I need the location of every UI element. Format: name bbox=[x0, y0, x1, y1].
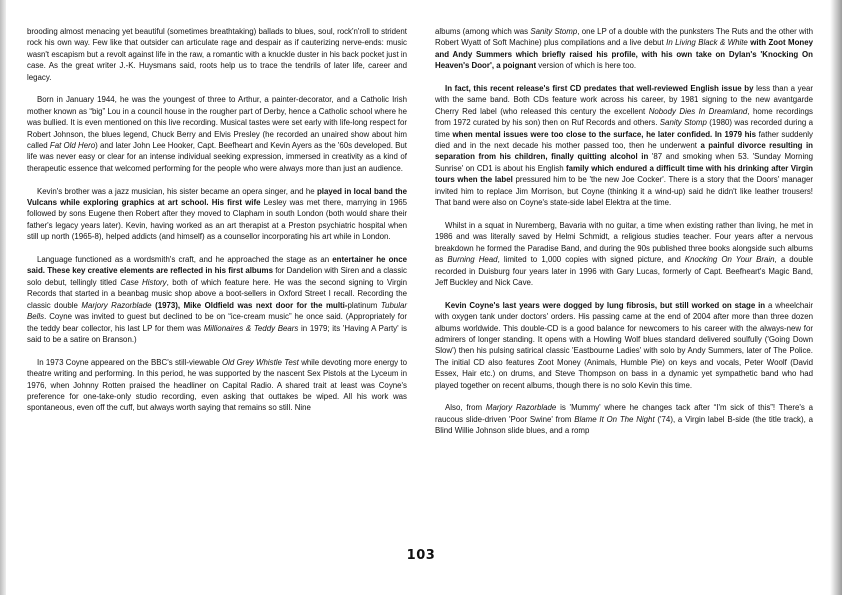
text-run: , a double recorded in Duisburg four years later in 1996 with Gary Lucas, formerly of Capt. Beefheart's Magic Band, Jeff Buckley and Nick Cave. bbox=[435, 255, 813, 287]
italic-title: Tubular Bells bbox=[27, 300, 407, 322]
italic-title: Fat Old Hero bbox=[49, 141, 96, 151]
italic-title: Knocking On Your Brain bbox=[684, 255, 775, 265]
text-run: brooding almost menacing yet beautiful (sometimes breathtaking) ballads to blues, soul, rock'n'roll to strident rock his own way. Few like that outsider can articulate rage and despair as if cauterizing nerve-ends: music wasn't escapism but a revolt against life in the raw, a romantic with a knuckle duster in his back pocket just in case. As the great writer J.-K. Huysmans said, roots help us to trace the tendrils of later life, career and legacy. bbox=[27, 27, 407, 82]
paragraph bbox=[27, 26, 407, 83]
italic-title: Burning Head bbox=[447, 255, 498, 265]
italic-title: Sanity Stomp bbox=[659, 118, 707, 128]
page-edge-right bbox=[830, 0, 842, 595]
paragraph bbox=[435, 220, 813, 288]
paragraph bbox=[27, 357, 407, 414]
text-run: (1980) was recorded during a time bbox=[435, 118, 813, 139]
left-column bbox=[27, 26, 407, 425]
text-run: In 1973 Coyne appeared on the BBC's still-viewable bbox=[37, 357, 223, 367]
text-run: , one LP of a double with the punksters The Ruts and the other with Robert Wyatt of Soft Machine) plus compilations and a live debut bbox=[435, 27, 814, 48]
paragraph bbox=[435, 83, 813, 208]
text-run: ('74), a Virgin label B-side (the title track), a Blind Willie Johnson slide blues, and a romp bbox=[435, 414, 813, 436]
right-column bbox=[435, 26, 813, 448]
text-run: , both of which feature here. He was the second signing to Virgin Records that started in a beanbag music shop above a boot-sellers in Oxford Street I recall. Recording the classic double bbox=[27, 277, 407, 310]
page-number: 103 bbox=[406, 548, 436, 563]
text-run: platinum bbox=[347, 300, 381, 310]
paragraph bbox=[27, 254, 407, 345]
bold-text: with Zoot Money and Andy Summers which briefly raised his profile, with his own take on Dylan's 'Knocking On Heaven's Door', a poignant bbox=[435, 38, 813, 71]
text-run: Kevin's brother was a jazz musician, his sister became an opera singer, and he bbox=[37, 186, 317, 196]
text-run: , limited to 1,000 copies with signed picture, and bbox=[497, 255, 685, 265]
italic-title: Nobody Dies In Dreamland bbox=[648, 106, 748, 116]
bold-text: Kevin Coyne's last years were dogged by lung fibrosis, but still worked on stage in bbox=[445, 300, 766, 310]
bold-text: family which endured a difficult time with his drinking after Virgin tours when the label bbox=[435, 163, 813, 185]
text-run: is 'Mummy' where he changes tack after “I'm sick of this”! There's a raucous slide-driven 'Poor Swine' from bbox=[435, 403, 813, 424]
italic-title: Old Grey Whistle Test bbox=[222, 357, 299, 367]
italic-title: In Living Black & White bbox=[666, 38, 748, 48]
bold-text: when mental issues were too close to the surface, he later confided. In 1979 his bbox=[452, 129, 757, 139]
text-run: albums (among which was bbox=[435, 27, 531, 36]
paragraph bbox=[435, 402, 813, 436]
bold-text: a painful divorce resulting in separation from his children, finally quitting alcohol in bbox=[435, 141, 813, 162]
text-run: in 1979; its 'Having A Party' is said to be a satire on Branson.) bbox=[27, 323, 407, 344]
text-run: Born in January 1944, he was the youngest of three to Arthur, a painter-decorator, and a Catholic Irish mother known as “big” Lou in a council house in the rougher part of Derby, hence a Catholic school where he was bullied. It is even mentioned on this live recording. Musical tastes were set early with life-long respect for Robert Johnson, the blues legend, Chuck Berry and Elvis Presley (he recorded an unaired show about him called bbox=[27, 95, 407, 151]
text-run: Lesley was met there, marrying in 1965 followed by sons Eugene then Robert after they moved to Clapham in south London (both would share their father's legacy years later). Kevin, having worked as an art therapist at a Preston psychiatric hospital when still up north (1965-8), helped addicts (and himself) as a counsellor incorporating his art while in London. bbox=[27, 198, 407, 242]
text-run: a wheelchair with oxygen tank under doctors' orders. His passing came at the end of 2004 after more than three dozen albums worldwide. This double-CD is a good balance for newcomers to his career with the always-new for admirers of longer standing. It opens with a Howling Wolf blues standard delivered soulfully ('Going Down Slow') then his pulsing satirical classic 'Eastbourne Ladies' with solo by Andy Summers, later of The Police. The initial CD also features Zoot Money (Animals, Humble Pie) on keys and vocals, Peter Woolf (David Essex, Hair etc.) on drums, and Steve Thompson on bass in a dynamic yet sympathetic band who had played together on recent albums, though there is no solo Kevin this time. bbox=[435, 300, 814, 390]
italic-title: Marjory Razorblade bbox=[81, 300, 152, 310]
text-run: less than a year with the same band. Both CDs feature work across his career, by 1981 signing to the new avantgarde Cherry Red label (who released this century the excellent bbox=[435, 84, 813, 116]
text-run: . Coyne was invited to guest but declined to be on “ice-cream music” he once said. (Appropriately for the teddy bear collector, his last LP for them was bbox=[27, 312, 407, 333]
text-run: father suddenly died and in the next decade his mother passed too, then he underwent bbox=[435, 129, 813, 151]
bold-text: entertainer he once said. These key creative elements are reflected in his first albums bbox=[27, 255, 407, 276]
paragraph bbox=[435, 300, 813, 391]
italic-title: Blame It On The Night bbox=[574, 414, 655, 424]
italic-title: Marjory Razorblade bbox=[485, 403, 557, 413]
text-run: ) and later John Lee Hooker, Capt. Beefheart and Kevin Ayers as the '60s developed. But life was never easy or clear for an intense individual seeking expression, immersed in creativity as a kind of therapeutic essence that welcomed performing for the people who were always more than just an audience. bbox=[27, 141, 408, 173]
paragraph bbox=[435, 26, 813, 72]
italic-title: Millionaires & Teddy Bears bbox=[203, 323, 299, 333]
paragraph bbox=[27, 186, 407, 243]
bold-text: In fact, this recent release's first CD predates that well-reviewed English issue by bbox=[445, 84, 754, 94]
text-run: '87 and smoking when 53. 'Sunday Morning Sunrise' on CD1 is about his English bbox=[435, 152, 813, 173]
text-run: , home recordings from 1972 curated by his son) then on Ruf Records and others. bbox=[435, 106, 813, 128]
text-run: for Dandelion with Siren and a classic solo debut, tellingly titled bbox=[27, 266, 407, 287]
text-run: Also, from bbox=[445, 403, 486, 413]
italic-title: Case History bbox=[120, 277, 167, 287]
bold-text: played in local band the Vulcans while exploring graphics at art school. His first wife bbox=[27, 186, 407, 208]
text-run: version of which is here too. bbox=[536, 61, 637, 71]
italic-title: Sanity Stomp bbox=[530, 27, 578, 36]
text-run: while devoting more energy to theatre writing and performing. In this period, he was supported by the nascent Sex Pistols at the Lyceum in 1976, when Johnny Rotten praised the headliner on Capital Radio. A shared trait at least was Coyne's preference for one-take-only studio recording, even asking that outtakes be wiped. All his work was spontaneous, even off the cuff, but always worth saying that remains so still. Nine bbox=[27, 357, 407, 413]
page-edge-left bbox=[0, 0, 6, 595]
text-run: Language functioned as a wordsmith's craft, and he approached the stage as an bbox=[37, 255, 333, 265]
text-run: pressured him to be 'the new Joe Cocker'. There is a story that the Doors' manager invited him to replace Jim Morrison, but Coyne (thinking it a wind-up) said he didn't like leather trousers! That band were also on Coyne's state-side label Elektra at the time. bbox=[435, 175, 813, 208]
text-run: Whilst in a squat in Nuremberg, Bavaria with no guitar, a time when existing rather than living, he met in 1986 and was literally saved by Helmi Schmidt, a religious studies teacher. Four years after a nervous breakdown he formed the Paradise Band, and during the 90s published three books alongside such albums as bbox=[435, 220, 813, 265]
bold-text: (1973), Mike Oldfield was next door for the multi- bbox=[155, 300, 348, 310]
paragraph bbox=[27, 94, 407, 174]
